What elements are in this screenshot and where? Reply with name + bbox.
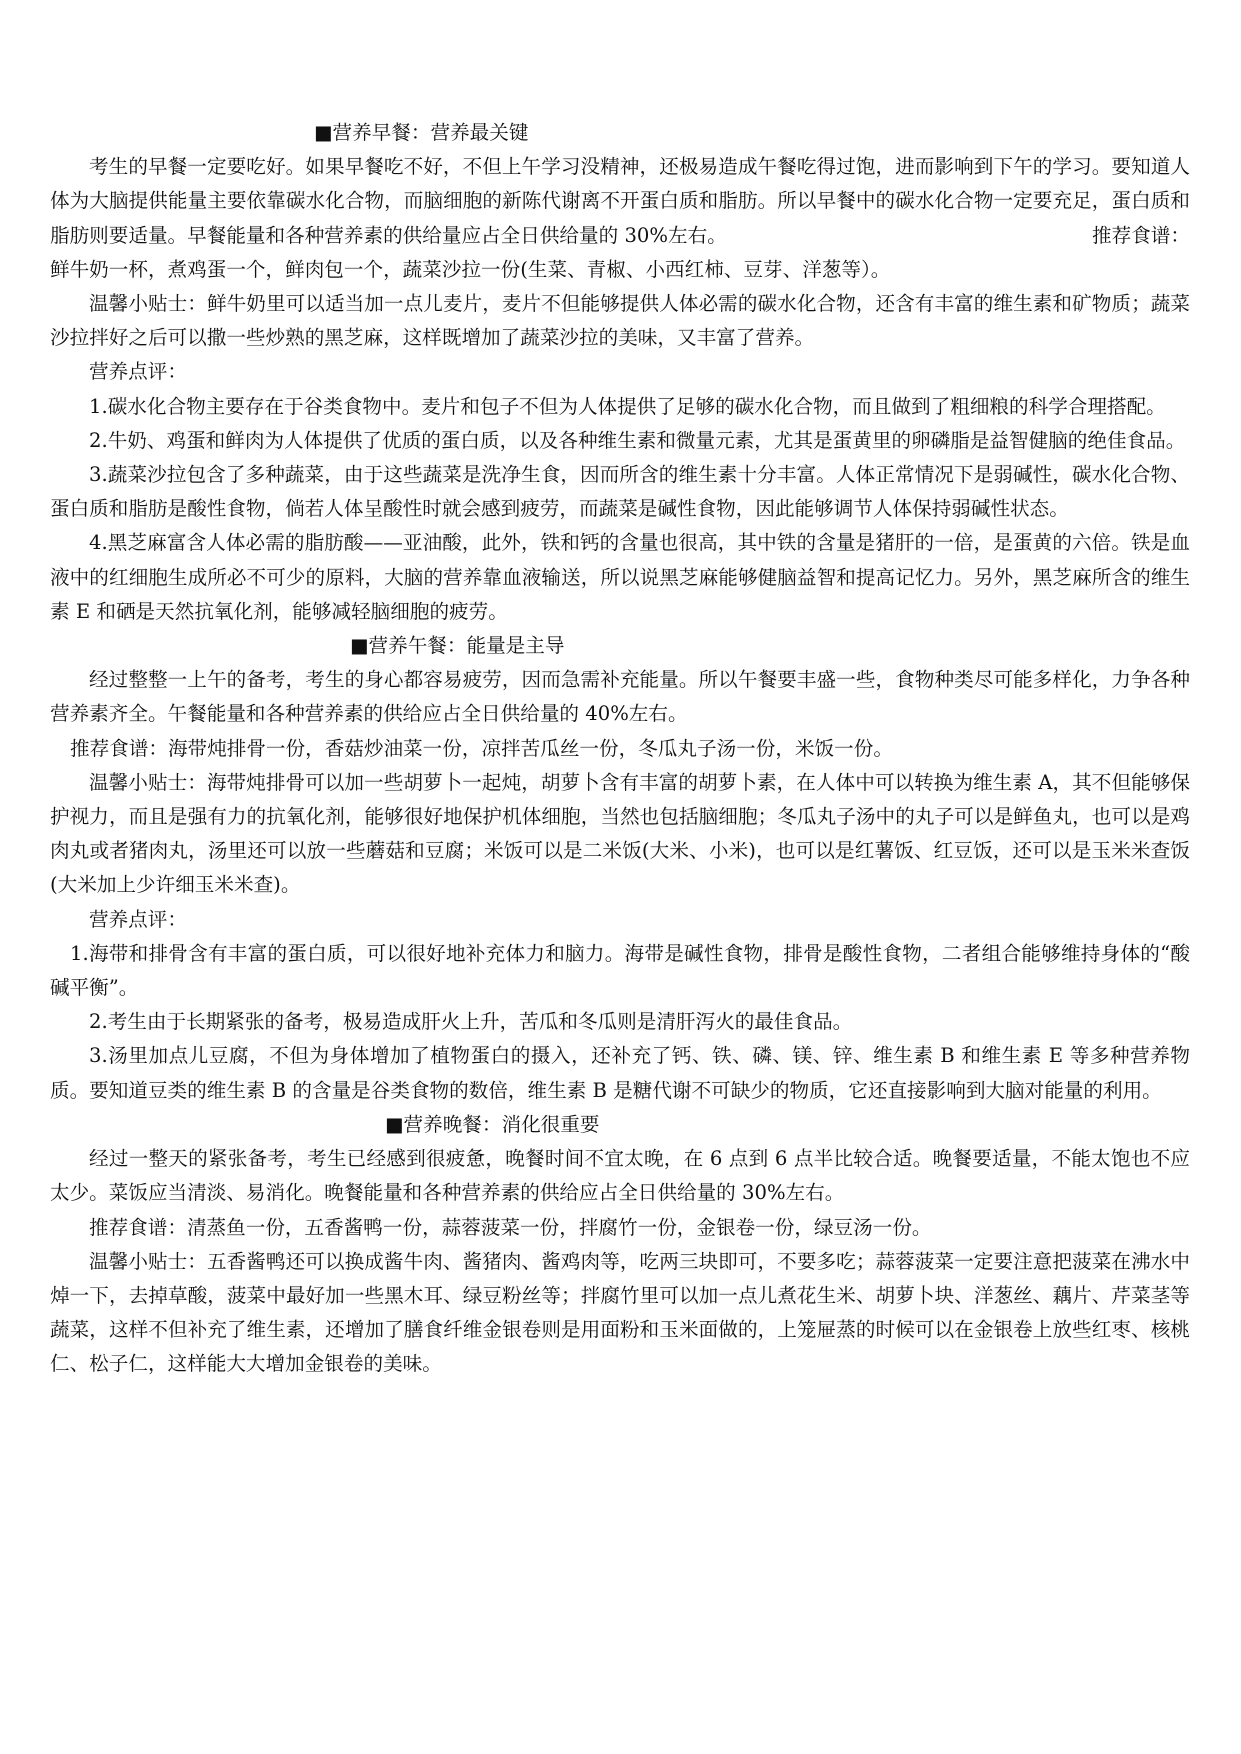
dinner-recipe: 推荐食谱：清蒸鱼一份，五香酱鸭一份，蒜蓉菠菜一份，拌腐竹一份，金银卷一份，绿豆汤一份。 xyxy=(89,1215,932,1239)
breakfast-heading: ■营养早餐：营养最关键 xyxy=(314,121,529,144)
lunch-intro: 经过整整一上午的备考，考生的身心都容易疲劳，因而急需补充能量。所以午餐要丰盛一些，食物种类尽可能多样化，力争各种营养素齐全。午餐能量和各种营养素的供给应占全日供给量的 40%左右。 xyxy=(50,668,1190,726)
dinner-intro: 经过一整天的紧张备考，考生已经感到很疲惫，晚餐时间不宜太晚，在 6 点到 6 点半比较合适。晚餐要适量，不能太饱也不应太少。菜饭应当清淡、易消化。晚餐能量和各种营养素的供给应占全日供给量的 30%左右。 xyxy=(50,1147,1190,1205)
breakfast-review-label: 营养点评： xyxy=(89,360,187,384)
breakfast-intro-text: 考生的早餐一定要吃好。如果早餐吃不好，不但上午学习没精神，还极易造成午餐吃得过饱，进而影响到下午的学习。要知道人体为大脑提供能量主要依靠碳水化合物，而脑细胞的新陈代谢离不开蛋白质和脂肪。所以早餐中的碳水化合物一定要充足，蛋白质和脂肪则要适量。早餐能量和各种营养素的供给量应占全日供给量的 30%左右。 xyxy=(50,155,1190,247)
breakfast-review-item: 2.牛奶、鸡蛋和鲜肉为人体提供了优质的蛋白质，以及各种维生素和微量元素，尤其是蛋黄里的卵磷脂是益智健脑的绝佳食品。 xyxy=(89,428,1186,452)
lunch-review-label: 营养点评： xyxy=(89,907,187,931)
breakfast-review-item: 4.黑芝麻富含人体必需的脂肪酸——亚油酸，此外，铁和钙的含量也很高，其中铁的含量是猪肝的一倍，是蛋黄的六倍。铁是血液中的红细胞生成所必不可少的原料，大脑的营养靠血液输送，所以说黑芝麻能够健脑益智和提高记忆力。另外，黑芝麻所含的维生素 E 和硒是天然抗氧化剂，能够减轻脑细胞的疲劳。 xyxy=(50,531,1190,623)
breakfast-tip: 温馨小贴士：鲜牛奶里可以适当加一点儿麦片，麦片不但能够提供人体必需的碳水化合物，还含有丰富的维生素和矿物质；蔬菜沙拉拌好之后可以撒一些炒熟的黑芝麻，这样既增加了蔬菜沙拉的美味，又丰富了营养。 xyxy=(50,292,1190,350)
lunch-tip: 温馨小贴士：海带炖排骨可以加一些胡萝卜一起炖，胡萝卜含有丰富的胡萝卜素，在人体中可以转换为维生素 A，其不但能够保护视力，而且是强有力的抗氧化剂，能够很好地保护机体细胞，当然也包括脑细胞；冬瓜丸子汤中的丸子可以是鲜鱼丸，也可以是鸡肉丸或者猪肉丸，汤里还可以放一些蘑菇和豆腐；米饭可以是二米饭(大米、小米)，也可以是红薯饭、红豆饭，还可以是玉米米查饭(大米加上少许细玉米米查)。 xyxy=(50,770,1190,897)
lunch-heading: ■营养午餐：能量是主导 xyxy=(350,634,565,658)
breakfast-recipe: 鲜牛奶一杯，煮鸡蛋一个，鲜肉包一个，蔬菜沙拉一份(生菜、青椒、小西红柿、豆芽、洋葱等）。 xyxy=(50,257,891,281)
lunch-recipe: 推荐食谱：海带炖排骨一份，香菇炒油菜一份，凉拌苦瓜丝一份，冬瓜丸子汤一份，米饭一份。 xyxy=(70,736,893,760)
breakfast-review-item: 3.蔬菜沙拉包含了多种蔬菜，由于这些蔬菜是洗净生食，因而所含的维生素十分丰富。人体正常情况下是弱碱性，碳水化合物、蛋白质和脂肪是酸性食物，倘若人体呈酸性时就会感到疲劳，而蔬菜是碱性食物，因此能够调节人体保持弱碱性状态。 xyxy=(50,463,1190,521)
dinner-heading: ■营养晚餐：消化很重要 xyxy=(385,1112,600,1136)
breakfast-intro xyxy=(50,150,1190,253)
lunch-review-item: 3.汤里加点儿豆腐，不但为身体增加了植物蛋白的摄入，还补充了钙、铁、磷、镁、锌、维生素 B 和维生素 E 等多种营养物质。要知道豆类的维生素 B 的含量是谷类食物的数倍，维生素 B 是糖代谢不可缺少的物质，它还直接影响到大脑对能量的利用。 xyxy=(50,1044,1190,1102)
dinner-tip: 温馨小贴士：五香酱鸭还可以换成酱牛肉、酱猪肉、酱鸡肉等，吃两三块即可，不要多吃；蒜蓉菠菜一定要注意把菠菜在沸水中焯一下，去掉草酸，菠菜中最好加一些黑木耳、绿豆粉丝等；拌腐竹里可以加一点儿煮花生米、胡萝卜块、洋葱丝、藕片、芹菜茎等蔬菜，这样不但补充了维生素，还增加了膳食纤维金银卷则是用面粉和玉米面做的，上笼屉蒸的时候可以在金银卷上放些红枣、核桃仁、松子仁，这样能大大增加金银卷的美味。 xyxy=(50,1249,1190,1376)
lunch-review-item: 1.海带和排骨含有丰富的蛋白质，可以很好地补充体力和脑力。海带是碱性食物，排骨是酸性食物，二者组合能够维持身体的“酸碱平衡”。 xyxy=(50,941,1190,1000)
breakfast-review-item: 1.碳水化合物主要存在于谷类食物中。麦片和包子不但为人体提供了足够的碳水化合物，而且做到了粗细粮的科学合理搭配。 xyxy=(89,394,1166,418)
lunch-review-item: 2.考生由于长期紧张的备考，极易造成肝火上升，苦瓜和冬瓜则是清肝泻火的最佳食品。 xyxy=(89,1010,853,1034)
document-page xyxy=(50,116,1190,1382)
breakfast-recipe-label: 推荐食谱： xyxy=(1092,223,1190,247)
